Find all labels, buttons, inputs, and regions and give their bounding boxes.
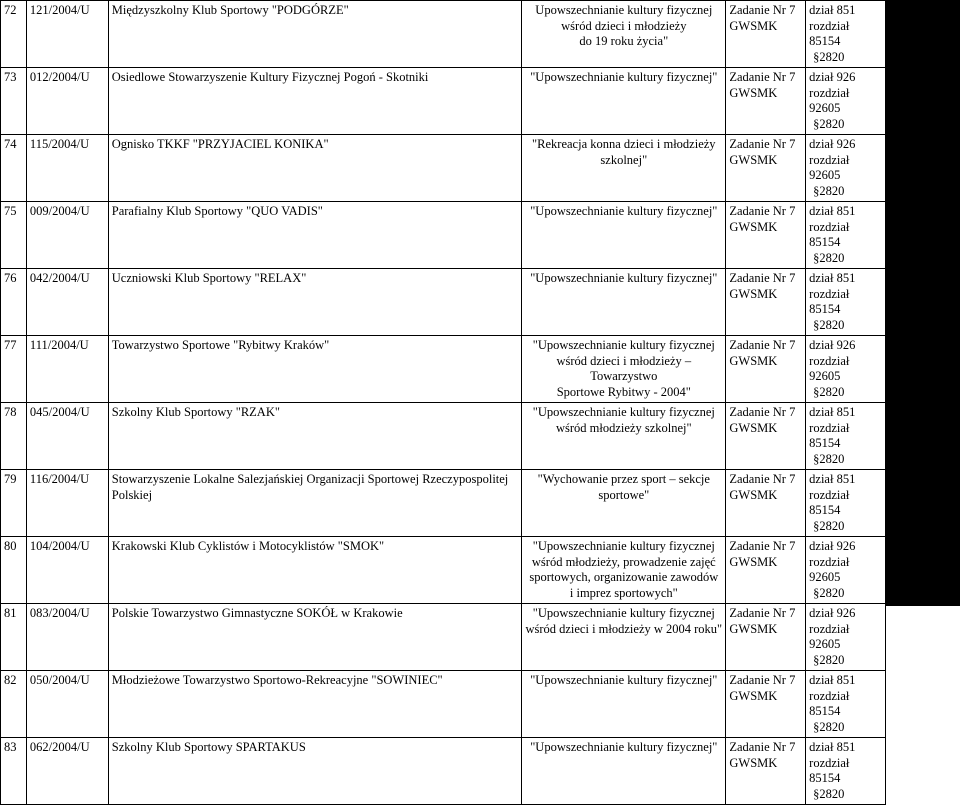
budget-classification-line: §2820: [813, 183, 845, 198]
budget-classification-line: §2820: [813, 384, 845, 399]
task-number-line: GWSMK: [729, 353, 778, 368]
task-purpose-line: sportowych, organizowanie zawodów: [529, 570, 719, 584]
budget-classification-line: rozdział 85154: [809, 420, 850, 450]
task-number-line: Zadanie Nr 7: [729, 137, 796, 151]
budget-classification-line: dział 851: [809, 271, 856, 285]
task-purpose: [522, 1, 726, 68]
task-purpose-line: Upowszechnianie kultury fizycznej: [535, 3, 713, 17]
row-number: 77: [1, 336, 27, 403]
club-name: Krakowski Klub Cyklistów i Motocyklistów "SMOK": [108, 537, 521, 604]
registration-id: 115/2004/U: [26, 135, 108, 202]
budget-classification-line: §2820: [813, 518, 845, 533]
table-row: [1, 403, 886, 470]
budget-classification-line: rozdział 85154: [809, 286, 850, 316]
grants-table-body: [1, 1, 886, 805]
task-purpose: [522, 135, 726, 202]
row-number: 81: [1, 604, 27, 671]
task-number-line: GWSMK: [729, 487, 778, 502]
club-name: Młodzieżowe Towarzystwo Sportowo-Rekreacyjne "SOWINIEC": [108, 671, 521, 738]
table-row: [1, 336, 886, 403]
budget-classification-line: §2820: [813, 116, 845, 131]
task-purpose-line: wśród dzieci i młodzieży – Towarzystwo: [556, 353, 692, 383]
budget-classification: [806, 336, 886, 403]
budget-classification: [806, 68, 886, 135]
registration-id: 042/2004/U: [26, 269, 108, 336]
task-number-line: Zadanie Nr 7: [729, 3, 796, 17]
budget-classification-line: dział 926: [809, 539, 856, 553]
budget-classification-line: dział 851: [809, 472, 856, 486]
registration-id: 083/2004/U: [26, 604, 108, 671]
registration-id: 009/2004/U: [26, 202, 108, 269]
club-name: Polskie Towarzystwo Gimnastyczne SOKÓŁ w Krakowie: [108, 604, 521, 671]
task-purpose-line: "Upowszechnianie kultury fizycznej: [532, 539, 715, 553]
task-purpose-line: "Upowszechnianie kultury fizycznej": [530, 204, 718, 218]
task-number-line: GWSMK: [729, 219, 778, 234]
registration-id: 062/2004/U: [26, 738, 108, 805]
task-purpose: [522, 202, 726, 269]
task-number-line: GWSMK: [729, 18, 778, 33]
registration-id: 045/2004/U: [26, 403, 108, 470]
budget-classification: [806, 269, 886, 336]
task-purpose-line: wśród młodzieży szkolnej": [555, 420, 692, 435]
task-number: [726, 403, 806, 470]
club-name: Międzyszkolny Klub Sportowy "PODGÓRZE": [108, 1, 521, 68]
budget-classification-line: dział 851: [809, 673, 856, 687]
table-row: [1, 470, 886, 537]
task-number-line: Zadanie Nr 7: [729, 472, 796, 486]
table-row: [1, 738, 886, 805]
task-purpose-line: "Upowszechnianie kultury fizycznej: [532, 606, 715, 620]
table-row: [1, 671, 886, 738]
task-purpose-line: do 19 roku życia": [579, 34, 669, 48]
budget-classification-line: dział 851: [809, 3, 856, 17]
task-number: [726, 738, 806, 805]
club-name: Osiedlowe Stowarzyszenie Kultury Fizycznej Pogoń - Skotniki: [108, 68, 521, 135]
task-purpose: [522, 537, 726, 604]
task-number-line: Zadanie Nr 7: [729, 539, 796, 553]
budget-classification: [806, 135, 886, 202]
budget-classification-line: dział 851: [809, 740, 856, 754]
task-purpose-line: wśród dzieci i młodzieży w 2004 roku": [525, 621, 723, 636]
task-purpose-line: "Rekreacja konna dzieci i młodzieży: [532, 137, 716, 151]
table-row: [1, 202, 886, 269]
row-number: 76: [1, 269, 27, 336]
club-name: Stowarzyszenie Lokalne Salezjańskiej Organizacji Sportowej Rzeczypospolitej Polskiej: [108, 470, 521, 537]
task-number-line: Zadanie Nr 7: [729, 673, 796, 687]
task-purpose-line: wśród dzieci i młodzieży: [561, 18, 687, 33]
task-number-line: Zadanie Nr 7: [729, 271, 796, 285]
task-number-line: Zadanie Nr 7: [729, 405, 796, 419]
task-purpose: [522, 470, 726, 537]
row-number: 82: [1, 671, 27, 738]
task-number-line: GWSMK: [729, 755, 778, 770]
budget-classification-line: §2820: [813, 585, 845, 600]
task-purpose-line: "Upowszechnianie kultury fizycznej": [530, 271, 718, 285]
budget-classification: [806, 738, 886, 805]
registration-id: 116/2004/U: [26, 470, 108, 537]
budget-classification-line: §2820: [813, 49, 845, 64]
task-number: [726, 202, 806, 269]
budget-classification-line: rozdział 85154: [809, 219, 850, 249]
task-number: [726, 604, 806, 671]
table-row: [1, 68, 886, 135]
task-number-line: GWSMK: [729, 152, 778, 167]
budget-classification: [806, 537, 886, 604]
task-number-line: GWSMK: [729, 621, 778, 636]
registration-id: 050/2004/U: [26, 671, 108, 738]
budget-classification-line: rozdział 92605: [809, 353, 850, 383]
task-number: [726, 671, 806, 738]
budget-classification-line: dział 926: [809, 338, 856, 352]
budget-classification-line: rozdział 92605: [809, 152, 850, 182]
task-number: [726, 135, 806, 202]
table-row: [1, 1, 886, 68]
row-number: 83: [1, 738, 27, 805]
budget-classification-line: rozdział 85154: [809, 688, 850, 718]
budget-classification: [806, 202, 886, 269]
budget-classification-line: rozdział 85154: [809, 487, 850, 517]
budget-classification-line: dział 926: [809, 606, 856, 620]
task-purpose-line: "Upowszechnianie kultury fizycznej": [530, 70, 718, 84]
budget-classification-line: dział 926: [809, 70, 856, 84]
task-number-line: GWSMK: [729, 688, 778, 703]
task-number: [726, 537, 806, 604]
registration-id: 121/2004/U: [26, 1, 108, 68]
table-row: [1, 135, 886, 202]
budget-classification-line: §2820: [813, 786, 845, 801]
task-purpose: [522, 68, 726, 135]
budget-classification-line: §2820: [813, 317, 845, 332]
task-number-line: Zadanie Nr 7: [729, 740, 796, 754]
task-number-line: Zadanie Nr 7: [729, 606, 796, 620]
budget-classification-line: dział 851: [809, 204, 856, 218]
task-number: [726, 269, 806, 336]
club-name: Towarzystwo Sportowe "Rybitwy Kraków": [108, 336, 521, 403]
task-purpose-line: wśród młodzieży, prowadzenie zajęć: [531, 554, 716, 569]
task-number-line: Zadanie Nr 7: [729, 338, 796, 352]
task-number: [726, 68, 806, 135]
budget-classification: [806, 604, 886, 671]
club-name: Ognisko TKKF "PRZYJACIEL KONIKA": [108, 135, 521, 202]
budget-classification-line: dział 851: [809, 405, 856, 419]
row-number: 72: [1, 1, 27, 68]
task-purpose: [522, 269, 726, 336]
budget-classification-line: §2820: [813, 451, 845, 466]
task-number-line: GWSMK: [729, 286, 778, 301]
task-purpose-line: Sportowe Rybitwy - 2004": [556, 384, 691, 399]
budget-classification-line: rozdział 92605: [809, 554, 850, 584]
task-purpose-line: szkolnej": [600, 152, 648, 167]
budget-classification-line: §2820: [813, 250, 845, 265]
task-purpose-line: i imprez sportowych": [569, 585, 678, 600]
task-number-line: GWSMK: [729, 420, 778, 435]
task-purpose-line: "Upowszechnianie kultury fizycznej": [530, 673, 718, 687]
budget-classification: [806, 671, 886, 738]
budget-classification-line: §2820: [813, 652, 845, 667]
task-purpose-line: sportowe": [598, 487, 650, 502]
budget-classification-line: §2820: [813, 719, 845, 734]
budget-classification-line: rozdział 85154: [809, 755, 850, 785]
club-name: Parafialny Klub Sportowy "QUO VADIS": [108, 202, 521, 269]
row-number: 75: [1, 202, 27, 269]
row-number: 74: [1, 135, 27, 202]
task-purpose-line: "Upowszechnianie kultury fizycznej": [530, 740, 718, 754]
task-purpose: [522, 671, 726, 738]
task-number: [726, 470, 806, 537]
row-number: 78: [1, 403, 27, 470]
budget-classification: [806, 1, 886, 68]
club-name: Szkolny Klub Sportowy "RZAK": [108, 403, 521, 470]
task-purpose: [522, 604, 726, 671]
task-number-line: GWSMK: [729, 554, 778, 569]
task-number-line: GWSMK: [729, 85, 778, 100]
task-number: [726, 336, 806, 403]
budget-classification-line: rozdział 85154: [809, 18, 850, 48]
task-purpose: [522, 403, 726, 470]
row-number: 80: [1, 537, 27, 604]
budget-classification-line: dział 926: [809, 137, 856, 151]
row-number: 79: [1, 470, 27, 537]
table-row: [1, 537, 886, 604]
task-purpose: [522, 738, 726, 805]
club-name: Uczniowski Klub Sportowy "RELAX": [108, 269, 521, 336]
budget-classification-line: rozdział 92605: [809, 621, 850, 651]
task-number-line: Zadanie Nr 7: [729, 70, 796, 84]
registration-id: 111/2004/U: [26, 336, 108, 403]
budget-classification-line: rozdział 92605: [809, 85, 850, 115]
budget-classification: [806, 470, 886, 537]
black-margin: [886, 0, 960, 606]
registration-id: 012/2004/U: [26, 68, 108, 135]
registration-id: 104/2004/U: [26, 537, 108, 604]
task-number: [726, 1, 806, 68]
club-name: Szkolny Klub Sportowy SPARTAKUS: [108, 738, 521, 805]
task-number-line: Zadanie Nr 7: [729, 204, 796, 218]
budget-classification: [806, 403, 886, 470]
task-purpose-line: "Upowszechnianie kultury fizycznej: [532, 338, 715, 352]
table-row: [1, 269, 886, 336]
row-number: 73: [1, 68, 27, 135]
table-row: [1, 604, 886, 671]
task-purpose: [522, 336, 726, 403]
task-purpose-line: "Wychowanie przez sport – sekcje: [537, 472, 710, 486]
task-purpose-line: "Upowszechnianie kultury fizycznej: [532, 405, 715, 419]
